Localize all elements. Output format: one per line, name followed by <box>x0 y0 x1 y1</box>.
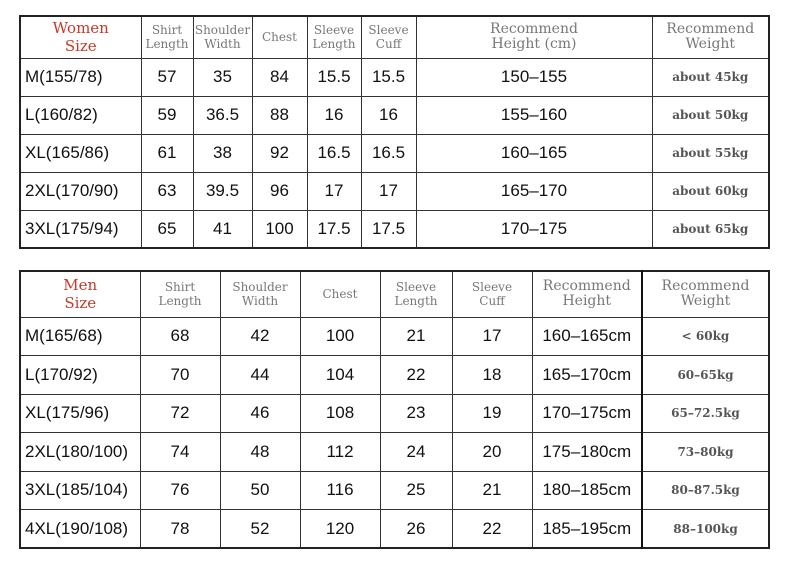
recommend-weight-cell: about 50kg <box>652 96 769 134</box>
recommend-height-cell: 170–175cm <box>532 394 642 433</box>
men-title-line2: Size <box>64 294 97 313</box>
size-cell: 3XL(185/104) <box>20 471 140 510</box>
sleeve-cuff-cell: 17 <box>452 317 532 356</box>
chest-cell: 100 <box>300 317 380 356</box>
men-col-recommend-weight: Recommend Weight <box>642 271 769 317</box>
table-row <box>20 356 769 395</box>
women-col-shirt-length: Shirt Length <box>141 16 193 58</box>
shirt-length-cell: 57 <box>141 58 193 96</box>
recommend-weight-cell: < 60kg <box>642 317 769 356</box>
men-title-line1: Men <box>63 276 98 295</box>
size-cell: 2XL(170/90) <box>20 172 141 210</box>
table-row <box>20 471 769 510</box>
chest-cell: 96 <box>252 172 307 210</box>
table-row <box>20 317 769 356</box>
men-col-sleeve-cuff: Sleeve Cuff <box>452 271 532 317</box>
size-cell: 3XL(175/94) <box>20 210 141 248</box>
shoulder-width-cell: 44 <box>220 356 300 395</box>
size-cell: 4XL(190/108) <box>20 510 140 549</box>
women-table-body <box>20 58 769 248</box>
shirt-length-cell: 63 <box>141 172 193 210</box>
size-cell: XL(165/86) <box>20 134 141 172</box>
men-table-body <box>20 317 769 548</box>
recommend-height-cell: 165–170cm <box>532 356 642 395</box>
shirt-length-cell: 74 <box>140 433 220 472</box>
chest-cell: 108 <box>300 394 380 433</box>
shoulder-width-cell: 39.5 <box>193 172 252 210</box>
women-col-shoulder-width: Shoulder Width <box>193 16 252 58</box>
table-row <box>20 510 769 549</box>
sleeve-length-cell: 21 <box>380 317 452 356</box>
chest-cell: 84 <box>252 58 307 96</box>
shirt-length-cell: 65 <box>141 210 193 248</box>
shirt-length-cell: 59 <box>141 96 193 134</box>
men-col-shoulder-width: Shoulder Width <box>220 271 300 317</box>
size-cell: M(165/68) <box>20 317 140 356</box>
men-size-title <box>20 271 140 317</box>
men-header-row <box>20 271 769 317</box>
shoulder-width-cell: 35 <box>193 58 252 96</box>
recommend-height-cell: 165–170 <box>416 172 652 210</box>
sleeve-length-cell: 24 <box>380 433 452 472</box>
chest-cell: 104 <box>300 356 380 395</box>
women-size-title <box>20 16 141 58</box>
sleeve-cuff-cell: 16.5 <box>361 134 416 172</box>
recommend-weight-cell: 60–65kg <box>642 356 769 395</box>
sleeve-length-cell: 25 <box>380 471 452 510</box>
recommend-weight-cell: about 55kg <box>652 134 769 172</box>
size-cell: L(170/92) <box>20 356 140 395</box>
recommend-height-cell: 180–185cm <box>532 471 642 510</box>
women-col-recommend-height: Recommend Height (cm) <box>416 16 652 58</box>
shoulder-width-cell: 52 <box>220 510 300 549</box>
size-cell: M(155/78) <box>20 58 141 96</box>
table-row <box>20 96 769 134</box>
men-col-shirt-length: Shirt Length <box>140 271 220 317</box>
sleeve-length-cell: 17 <box>307 172 361 210</box>
shoulder-width-cell: 48 <box>220 433 300 472</box>
recommend-height-cell: 185–195cm <box>532 510 642 549</box>
sleeve-length-cell: 17.5 <box>307 210 361 248</box>
recommend-height-cell: 160–165 <box>416 134 652 172</box>
chest-cell: 88 <box>252 96 307 134</box>
men-size-table <box>19 270 770 549</box>
recommend-weight-cell: about 65kg <box>652 210 769 248</box>
recommend-weight-cell: about 60kg <box>652 172 769 210</box>
men-col-recommend-height: Recommend Height <box>532 271 642 317</box>
sleeve-length-cell: 15.5 <box>307 58 361 96</box>
sleeve-cuff-cell: 18 <box>452 356 532 395</box>
size-cell: 2XL(180/100) <box>20 433 140 472</box>
chest-cell: 120 <box>300 510 380 549</box>
shoulder-width-cell: 42 <box>220 317 300 356</box>
sleeve-cuff-cell: 22 <box>452 510 532 549</box>
men-col-sleeve-length: Sleeve Length <box>380 271 452 317</box>
sleeve-length-cell: 26 <box>380 510 452 549</box>
sleeve-length-cell: 22 <box>380 356 452 395</box>
recommend-height-cell: 175–180cm <box>532 433 642 472</box>
size-cell: XL(175/96) <box>20 394 140 433</box>
sleeve-cuff-cell: 17 <box>361 172 416 210</box>
chest-cell: 92 <box>252 134 307 172</box>
shoulder-width-cell: 38 <box>193 134 252 172</box>
recommend-height-cell: 170–175 <box>416 210 652 248</box>
chest-cell: 100 <box>252 210 307 248</box>
sleeve-cuff-cell: 16 <box>361 96 416 134</box>
sleeve-length-cell: 16.5 <box>307 134 361 172</box>
shirt-length-cell: 61 <box>141 134 193 172</box>
table-row <box>20 134 769 172</box>
shoulder-width-cell: 41 <box>193 210 252 248</box>
sleeve-cuff-cell: 17.5 <box>361 210 416 248</box>
men-col-chest: Chest <box>300 271 380 317</box>
recommend-weight-cell: 65–72.5kg <box>642 394 769 433</box>
sleeve-length-cell: 23 <box>380 394 452 433</box>
women-title-line1: Women <box>52 19 109 38</box>
shirt-length-cell: 70 <box>140 356 220 395</box>
sleeve-cuff-cell: 15.5 <box>361 58 416 96</box>
size-cell: L(160/82) <box>20 96 141 134</box>
women-col-recommend-weight: Recommend Weight <box>652 16 769 58</box>
sleeve-cuff-cell: 21 <box>452 471 532 510</box>
sleeve-length-cell: 16 <box>307 96 361 134</box>
women-col-chest: Chest <box>252 16 307 58</box>
shirt-length-cell: 78 <box>140 510 220 549</box>
sleeve-cuff-cell: 19 <box>452 394 532 433</box>
table-row <box>20 433 769 472</box>
chest-cell: 116 <box>300 471 380 510</box>
table-row <box>20 210 769 248</box>
recommend-weight-cell: about 45kg <box>652 58 769 96</box>
recommend-height-cell: 150–155 <box>416 58 652 96</box>
recommend-height-cell: 160–165cm <box>532 317 642 356</box>
women-title-line2: Size <box>64 37 97 56</box>
chest-cell: 112 <box>300 433 380 472</box>
shirt-length-cell: 76 <box>140 471 220 510</box>
women-size-table <box>19 15 770 249</box>
shoulder-width-cell: 36.5 <box>193 96 252 134</box>
recommend-weight-cell: 80–87.5kg <box>642 471 769 510</box>
sleeve-cuff-cell: 20 <box>452 433 532 472</box>
women-col-sleeve-length: Sleeve Length <box>307 16 361 58</box>
recommend-height-cell: 155–160 <box>416 96 652 134</box>
table-row <box>20 58 769 96</box>
table-row <box>20 172 769 210</box>
table-row <box>20 394 769 433</box>
women-col-sleeve-cuff: Sleeve Cuff <box>361 16 416 58</box>
shoulder-width-cell: 50 <box>220 471 300 510</box>
shirt-length-cell: 72 <box>140 394 220 433</box>
recommend-weight-cell: 73–80kg <box>642 433 769 472</box>
shoulder-width-cell: 46 <box>220 394 300 433</box>
shirt-length-cell: 68 <box>140 317 220 356</box>
women-header-row <box>20 16 769 58</box>
recommend-weight-cell: 88–100kg <box>642 510 769 549</box>
